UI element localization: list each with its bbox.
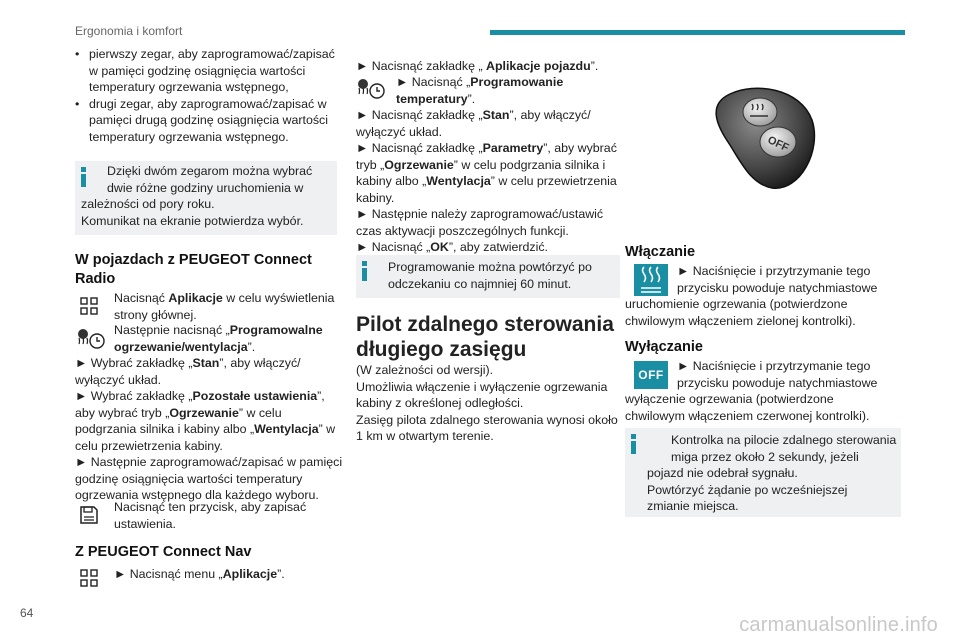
heading-connect-nav: Z PEUGEOT Connect Nav bbox=[75, 544, 252, 560]
header-accent-bar bbox=[490, 30, 905, 35]
info-note bbox=[625, 428, 901, 517]
off-instruction-rest: wyłączenie ogrzewania (potwierdzone chwilowym włączeniem czerwonej kontrolki). bbox=[625, 392, 870, 423]
note-text: Dzięki dwóm zegarom można wybrać bbox=[107, 164, 313, 178]
page-number: 64 bbox=[20, 606, 34, 620]
temperature-clock-icon bbox=[76, 328, 106, 352]
save-icon bbox=[79, 505, 99, 525]
clock-list bbox=[75, 46, 345, 146]
info-icon bbox=[362, 261, 367, 281]
note-text: Kontrolka na pilocie zdalnego sterowania bbox=[671, 433, 897, 447]
off-instruction: ► Naciśnięcie i przytrzymanie tego przycisku powoduje natychmiastowe bbox=[677, 359, 878, 390]
note-text: zależności od pory roku. bbox=[81, 197, 215, 212]
apps-grid-icon bbox=[80, 569, 98, 587]
vehicle-apps-instruction: ► Nacisnąć zakładkę „ Aplikacje pojazdu”. bbox=[356, 59, 599, 73]
note-text: Programowanie można powtórzyć po bbox=[388, 260, 592, 274]
apps-instruction: Nacisnąć Aplikacje w celu wyświetlenia strony głównej. bbox=[114, 291, 335, 322]
note-text: miga przez około 2 sekundy, jeżeli bbox=[671, 449, 859, 464]
remote-description: (W zależności od wersji). Umożliwia włączenie i wyłączenie ogrzewania kabiny z określonej odległości. Zasięg pilota zdalnego sterowania wynosi około 1 km w otwartym terenie. bbox=[356, 363, 618, 444]
info-icon bbox=[81, 167, 86, 187]
parameters-instruction: ► Nacisnąć zakładkę „Parametry”, aby wybrać tryb „Ogrzewanie” w celu podgrzania silnika i kabiny albo „Wentylacja” w celu przewietrzenia kabiny. bbox=[356, 141, 617, 205]
stan-instruction: ► Wybrać zakładkę „Stan”, aby włączyć/ wyłączyć układ. bbox=[75, 356, 301, 387]
watermark: carmanualsonline.info bbox=[739, 614, 938, 636]
note-text: odczekaniu co najmniej 60 minut. bbox=[388, 276, 572, 291]
stan-instruction: ► Nacisnąć zakładkę „Stan”, aby włączyć/ wyłączyć układ. bbox=[356, 108, 591, 139]
list-item: • pierwszy zegar, aby zaprogramować/zapisać w pamięci godzinę osiągnięcia wartości temperatury ogrzewania wstępnego, bbox=[75, 46, 345, 96]
remote-off-label: OFF bbox=[765, 134, 791, 155]
temperature-clock-icon bbox=[356, 78, 386, 102]
list-item: • drugi zegar, aby zaprogramować/zapisać w pamięci drugą godzinę osiągnięcia wartości temperatury ogrzewania wstępnego. bbox=[75, 96, 345, 146]
on-instruction-rest: uruchomienie ogrzewania (potwierdzone chwilowym włączeniem zielonej kontrolki). bbox=[625, 297, 856, 328]
program-save-instruction: ► Następnie zaprogramować/zapisać w pamięci godzinę osiągnięcia wartości temperatury ogrzewania wstępnego dla każdego wyboru. bbox=[75, 455, 343, 503]
heading-connect-radio: W pojazdach z PEUGEOT Connect Radio bbox=[75, 252, 312, 287]
note-text: Komunikat na ekranie potwierdza wybór. bbox=[81, 213, 304, 228]
remote-control-illustration bbox=[700, 80, 830, 200]
off-button-icon: OFF bbox=[634, 361, 668, 389]
programming-instruction: Następnie nacisnąć „Programowalne ogrzewanie/wentylacja”. bbox=[114, 323, 323, 354]
menu-instruction: ► Nacisnąć menu „Aplikacje”. bbox=[114, 567, 285, 581]
apps-grid-icon bbox=[80, 297, 98, 315]
info-note bbox=[75, 161, 337, 235]
section-title: Ergonomia i komfort bbox=[75, 24, 183, 38]
note-text: pojazd nie odebrał sygnału. bbox=[647, 466, 798, 481]
save-instruction: Nacisnąć ten przycisk, aby zapisać ustawienia. bbox=[114, 500, 307, 531]
heading-on: Włączanie bbox=[625, 244, 696, 260]
heading-off: Wyłączanie bbox=[625, 339, 703, 355]
info-note bbox=[356, 255, 620, 298]
heating-on-icon bbox=[634, 264, 668, 296]
info-icon bbox=[631, 434, 636, 454]
on-instruction: ► Naciśnięcie i przytrzymanie tego przycisku powoduje natychmiastowe bbox=[677, 264, 878, 295]
activation-time-instruction: ► Następnie należy zaprogramować/ustawić czas aktywacji poszczególnych funkcji. bbox=[356, 207, 604, 238]
ok-instruction: ► Nacisnąć „OK”, aby zatwierdzić. bbox=[356, 240, 548, 254]
note-text: dwie różne godziny uruchomienia w bbox=[107, 180, 304, 195]
other-settings-instruction: ► Wybrać zakładkę „Pozostałe ustawienia”, aby wybrać tryb „Ogrzewanie” w celu podgrzania silnika i kabiny albo „Wentylacja” w celu przewietrzenia kabiny. bbox=[75, 389, 336, 453]
note-text: Powtórzyć żądanie po wcześniejszej zmianie miejsca. bbox=[647, 482, 848, 514]
temp-programming-instruction: ► Nacisnąć „Programowanie temperatury”. bbox=[396, 75, 564, 106]
heading-remote-control: Pilot zdalnego sterowania długiego zasięgu bbox=[356, 313, 614, 361]
